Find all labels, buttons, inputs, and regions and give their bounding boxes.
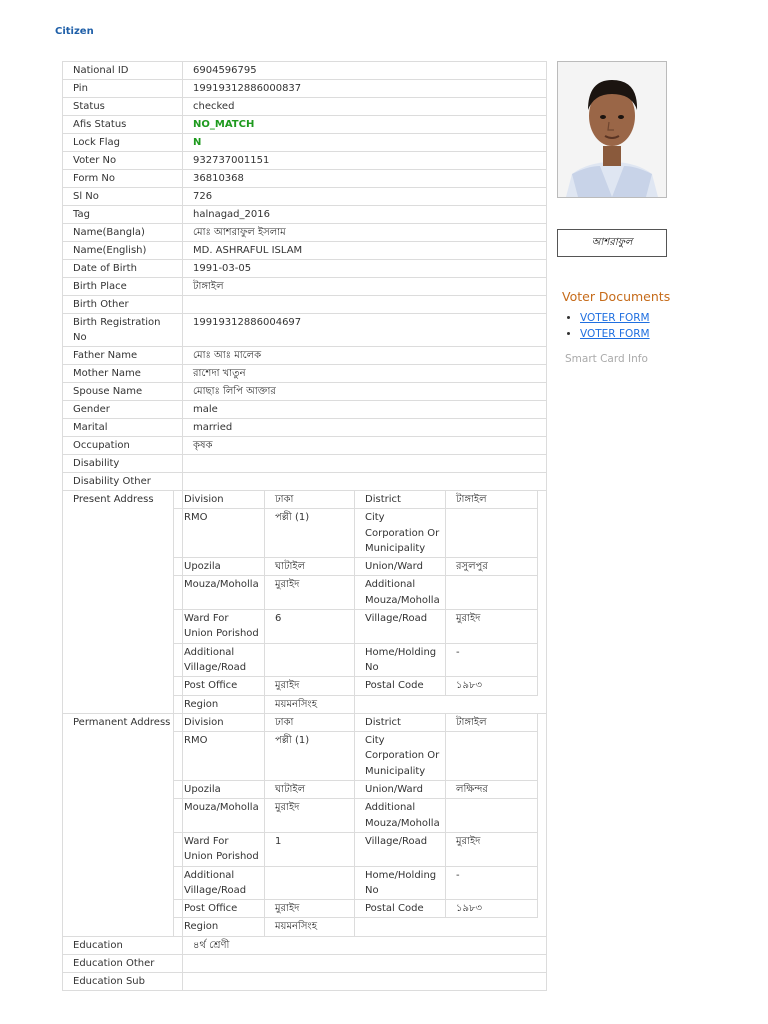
- address-field-label: Ward For Union Porishod: [174, 832, 265, 866]
- table-row: [63, 383, 547, 401]
- address-field-value: পল্লী (1): [265, 732, 355, 781]
- field-value: [183, 473, 547, 491]
- address-field-value: ঢাকা: [265, 713, 355, 731]
- field-label: Tag: [63, 206, 183, 224]
- address-row: [174, 918, 538, 936]
- address-field-value: ঢাকা: [265, 491, 355, 509]
- table-row: [63, 188, 547, 206]
- table-row: [63, 365, 547, 383]
- sidebar: [557, 61, 667, 257]
- list-item: [580, 326, 650, 342]
- field-value: [183, 455, 547, 473]
- address-field-value: [446, 576, 538, 610]
- address-field-value: পল্লী (1): [265, 509, 355, 558]
- address-field-label: Post Office: [174, 677, 265, 695]
- address-field-value: টাঙ্গাইল: [446, 713, 538, 731]
- address-field-value: ১৯৮৩: [446, 677, 538, 695]
- address-field-value: টাঙ্গাইল: [446, 491, 538, 509]
- address-row: [174, 732, 538, 781]
- field-label: Sl No: [63, 188, 183, 206]
- field-value: 726: [183, 188, 547, 206]
- address-field-label: Postal Code: [355, 677, 446, 695]
- empty-cell: [355, 918, 538, 936]
- signature-box: [557, 229, 667, 257]
- field-value: মোঃ আঃ মালেক: [183, 347, 547, 365]
- address-row: [174, 576, 538, 610]
- field-value: 6904596795: [183, 62, 547, 80]
- table-row: [63, 296, 547, 314]
- field-value: [183, 972, 547, 990]
- address-field-label: City Corporation Or Municipality: [355, 509, 446, 558]
- address-field-label: Postal Code: [355, 900, 446, 918]
- table-row: [63, 972, 547, 990]
- table-row: [63, 260, 547, 278]
- table-row: [63, 206, 547, 224]
- address-field-value: ১৯৮৩: [446, 900, 538, 918]
- address-field-value: [265, 866, 355, 900]
- field-label: Father Name: [63, 347, 183, 365]
- field-value: MD. ASHRAFUL ISLAM: [183, 242, 547, 260]
- field-value: মোঃ আশরাফুল ইসলাম: [183, 224, 547, 242]
- field-label: Date of Birth: [63, 260, 183, 278]
- field-label: Education Other: [63, 954, 183, 972]
- address-label: Permanent Address: [63, 713, 183, 936]
- voter-form-link-1[interactable]: VOTER FORM: [580, 312, 650, 324]
- voter-documents-list: [565, 310, 650, 342]
- address-field-label: Home/Holding No: [355, 866, 446, 900]
- field-value: কৃষক: [183, 437, 547, 455]
- table-row: [63, 80, 547, 98]
- field-label: Form No: [63, 170, 183, 188]
- field-label: Birth Other: [63, 296, 183, 314]
- table-row: [63, 224, 547, 242]
- address-row: [174, 509, 538, 558]
- signature-text: আশরাফুল: [591, 236, 633, 248]
- field-label: Afis Status: [63, 116, 183, 134]
- field-value: 19919312886000837: [183, 80, 547, 98]
- address-field-label: RMO: [174, 732, 265, 781]
- person-photo-icon: [558, 62, 666, 197]
- address-field-value: রসুলপুর: [446, 558, 538, 576]
- table-row: [63, 62, 547, 80]
- address-field-label: Home/Holding No: [355, 643, 446, 677]
- field-value: NO_MATCH: [183, 116, 547, 134]
- address-field-label: Ward For Union Porishod: [174, 610, 265, 644]
- field-value: 932737001151: [183, 152, 547, 170]
- address-row: [174, 610, 538, 644]
- address-cell: [183, 491, 547, 714]
- address-row: [174, 832, 538, 866]
- address-field-value: মুরাইদ: [446, 832, 538, 866]
- address-field-value: -: [446, 866, 538, 900]
- table-row: [63, 954, 547, 972]
- address-field-label: RMO: [174, 509, 265, 558]
- voter-form-link-2[interactable]: VOTER FORM: [580, 328, 650, 340]
- address-field-label: Region: [174, 695, 265, 713]
- address-field-value: মুরাইদ: [265, 799, 355, 833]
- address-field-value: [265, 643, 355, 677]
- address-field-value: ঘাটাইল: [265, 558, 355, 576]
- field-label: Status: [63, 98, 183, 116]
- field-label: Disability Other: [63, 473, 183, 491]
- address-field-label: Additional Village/Road: [174, 643, 265, 677]
- address-field-value: 1: [265, 832, 355, 866]
- address-field-label: Village/Road: [355, 610, 446, 644]
- field-label: Birth Place: [63, 278, 183, 296]
- address-subtable: [173, 713, 538, 937]
- citizen-info-panel: [62, 61, 546, 991]
- address-field-label: Division: [174, 713, 265, 731]
- field-label: Name(Bangla): [63, 224, 183, 242]
- address-field-value: ময়মনসিংহ: [265, 695, 355, 713]
- address-row: [174, 558, 538, 576]
- address-row: [174, 866, 538, 900]
- voter-documents-title: Voter Documents: [562, 289, 671, 304]
- table-row: [63, 134, 547, 152]
- field-label: Education Sub: [63, 972, 183, 990]
- field-label: Lock Flag: [63, 134, 183, 152]
- address-field-value: ঘাটাইল: [265, 781, 355, 799]
- field-value: টাঙ্গাইল: [183, 278, 547, 296]
- field-value: [183, 296, 547, 314]
- address-field-label: District: [355, 713, 446, 731]
- field-label: Name(English): [63, 242, 183, 260]
- field-label: Education: [63, 936, 183, 954]
- table-row: [63, 936, 547, 954]
- field-label: Mother Name: [63, 365, 183, 383]
- field-value: ৪র্থ শ্রেণী: [183, 936, 547, 954]
- address-field-label: City Corporation Or Municipality: [355, 732, 446, 781]
- table-row: [63, 98, 547, 116]
- field-value: 36810368: [183, 170, 547, 188]
- address-row: [174, 781, 538, 799]
- address-row: [174, 695, 538, 713]
- address-field-value: মুরাইদ: [446, 610, 538, 644]
- address-field-label: Region: [174, 918, 265, 936]
- field-value: halnagad_2016: [183, 206, 547, 224]
- address-field-value: [446, 799, 538, 833]
- present-address-row: [63, 491, 547, 714]
- table-row: [63, 437, 547, 455]
- address-field-label: Post Office: [174, 900, 265, 918]
- address-field-label: Upozila: [174, 558, 265, 576]
- field-label: Birth Registration No: [63, 314, 183, 347]
- field-label: Marital: [63, 419, 183, 437]
- table-row: [63, 278, 547, 296]
- address-cell: [183, 713, 547, 936]
- address-field-label: Mouza/Moholla: [174, 576, 265, 610]
- address-field-label: Village/Road: [355, 832, 446, 866]
- address-row: [174, 900, 538, 918]
- permanent-address-row: [63, 713, 547, 936]
- citizen-info-table: [62, 61, 547, 991]
- address-field-value: ময়মনসিংহ: [265, 918, 355, 936]
- address-label: Present Address: [63, 491, 183, 714]
- table-row: [63, 170, 547, 188]
- table-row: [63, 242, 547, 260]
- address-field-label: Union/Ward: [355, 781, 446, 799]
- field-label: Voter No: [63, 152, 183, 170]
- table-row: [63, 314, 547, 347]
- field-label: National ID: [63, 62, 183, 80]
- address-field-label: District: [355, 491, 446, 509]
- address-field-label: Additional Village/Road: [174, 866, 265, 900]
- field-label: Occupation: [63, 437, 183, 455]
- address-field-value: [446, 509, 538, 558]
- address-field-value: -: [446, 643, 538, 677]
- table-row: [63, 347, 547, 365]
- page-title: Citizen: [55, 26, 94, 37]
- empty-cell: [355, 695, 538, 713]
- address-row: [174, 677, 538, 695]
- address-subtable: [173, 490, 538, 714]
- field-label: Pin: [63, 80, 183, 98]
- address-field-label: Upozila: [174, 781, 265, 799]
- field-value: married: [183, 419, 547, 437]
- address-field-value: লক্ষিন্দর: [446, 781, 538, 799]
- field-value: [183, 954, 547, 972]
- list-item: [580, 310, 650, 326]
- smart-card-info-link[interactable]: Smart Card Info: [565, 353, 648, 365]
- address-field-label: Additional Mouza/Moholla: [355, 576, 446, 610]
- address-field-value: মুরাইদ: [265, 677, 355, 695]
- field-label: Disability: [63, 455, 183, 473]
- table-row: [63, 116, 547, 134]
- field-label: Spouse Name: [63, 383, 183, 401]
- address-field-label: Mouza/Moholla: [174, 799, 265, 833]
- address-row: [174, 799, 538, 833]
- field-value: checked: [183, 98, 547, 116]
- address-row: [174, 643, 538, 677]
- table-row: [63, 419, 547, 437]
- field-value: N: [183, 134, 547, 152]
- table-row: [63, 473, 547, 491]
- citizen-photo: [557, 61, 667, 198]
- address-field-value: মুরাইদ: [265, 576, 355, 610]
- address-field-value: 6: [265, 610, 355, 644]
- address-field-label: Union/Ward: [355, 558, 446, 576]
- address-row: [174, 491, 538, 509]
- address-field-value: [446, 732, 538, 781]
- table-row: [63, 455, 547, 473]
- address-field-value: মুরাইদ: [265, 900, 355, 918]
- table-row: [63, 152, 547, 170]
- address-field-label: Division: [174, 491, 265, 509]
- field-value: 19919312886004697: [183, 314, 547, 347]
- field-label: Gender: [63, 401, 183, 419]
- field-value: 1991-03-05: [183, 260, 547, 278]
- address-field-label: Additional Mouza/Moholla: [355, 799, 446, 833]
- field-value: মোছাঃ লিপি আক্তার: [183, 383, 547, 401]
- address-row: [174, 713, 538, 731]
- table-row: [63, 401, 547, 419]
- field-value: রাশেদা খাতুন: [183, 365, 547, 383]
- field-value: male: [183, 401, 547, 419]
